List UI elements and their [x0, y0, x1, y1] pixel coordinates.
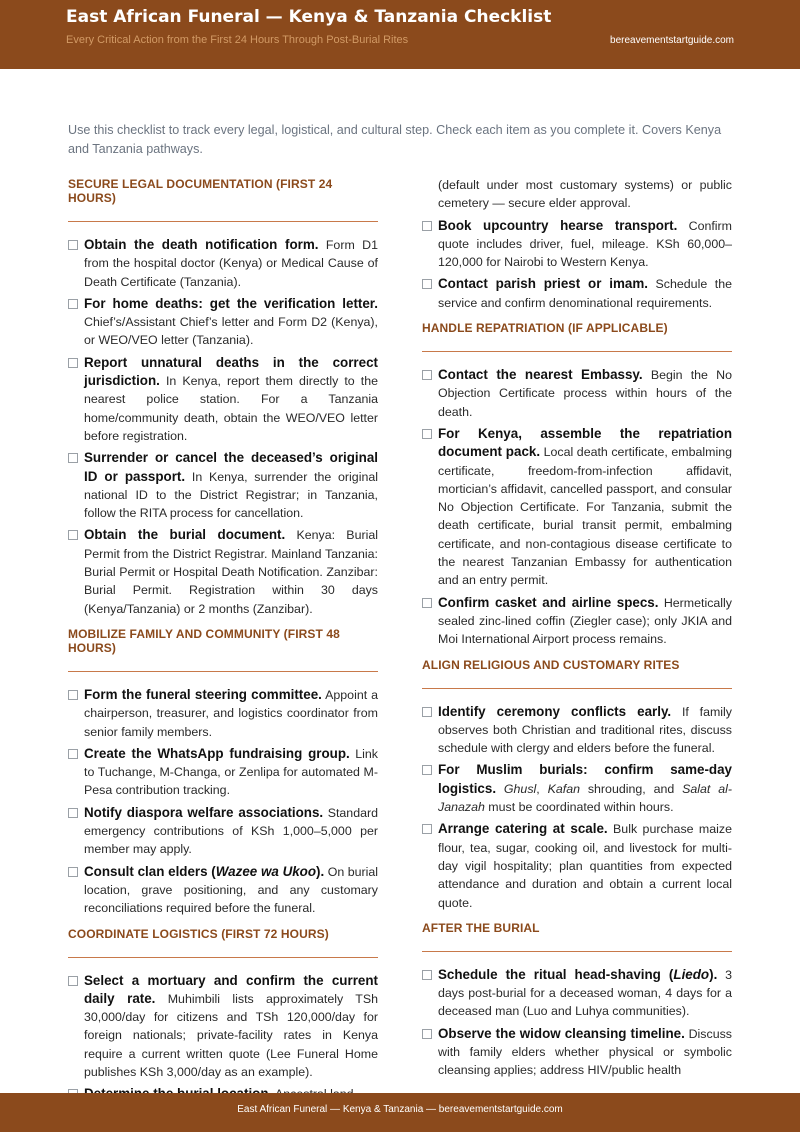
item-body: Standard emergency contributions of KSh 1,000–5,000 per member may apply.	[84, 805, 378, 857]
checklist-item	[422, 820, 732, 911]
checkbox[interactable]	[68, 749, 78, 759]
section-legal-documentation	[68, 176, 378, 618]
footer-text: East African Funeral — Kenya & Tanzania — bereavementstartguide.com	[237, 1104, 563, 1115]
checklist-item	[68, 354, 378, 445]
checklist-item	[422, 594, 732, 649]
left-column	[68, 176, 378, 1112]
item-lead: Obtain the death notification form.	[84, 237, 319, 252]
checkbox[interactable]	[422, 598, 432, 608]
page-header	[0, 0, 800, 69]
item-body: Hermetically sealed zinc-lined coffin (Ziegler case); only JKIA and Moi International Airport process remains.	[438, 595, 732, 647]
checkbox[interactable]	[68, 976, 78, 986]
item-lead: Form the funeral steering committee.	[84, 686, 322, 702]
item-body: Confirm quote includes driver, fuel, mileage. KSh 60,000–120,000 for Nairobi to Western Kenya.	[438, 218, 732, 270]
checkbox[interactable]	[68, 867, 78, 877]
item-lead: Select a mortuary and confirm the current daily rate.	[84, 972, 378, 1006]
term-kafan: Kafan	[547, 781, 580, 796]
item-lead: Contact the nearest Embassy.	[438, 367, 643, 383]
item-lead: Obtain the burial document.	[84, 527, 286, 543]
item-body: Appoint a chairperson, treasurer, and logistics coordinator from senior family members.	[84, 687, 378, 739]
section-title: AFTER THE BURIAL	[422, 920, 540, 935]
item-body: Kenya: Burial Permit from the District Registrar. Mainland Tanzania: Burial Permit or Hospital Death Notification. Zanzibar: Burial Permit. Registration within 30 days (Kenya/Tanzania) or 2 months (Zanzibar).	[84, 528, 378, 616]
checkbox[interactable]	[422, 970, 432, 980]
section-title: HANDLE REPATRIATION (IF APPLICABLE)	[422, 321, 668, 336]
lead-emphasis: Wazee wa Ukoo	[215, 863, 317, 879]
checklist-item	[68, 526, 378, 617]
item-body: In Kenya, report them directly to the nearest police station. For a Tanzania home/community death, obtain the WEO/VEO letter before registration.	[84, 374, 378, 443]
section-title: MOBILIZE FAMILY AND COMMUNITY (FIRST 48 HOURS)	[68, 626, 340, 655]
checklist-item	[422, 1025, 732, 1080]
checklist-item	[68, 745, 378, 800]
site-url[interactable]: bereavementstartguide.com	[610, 35, 734, 46]
item-body: Begin the No Objection Certificate process within hours of the death.	[438, 368, 732, 419]
intro-text: Use this checklist to track every legal, logistical, and cultural step. Check each item as you complete it. Covers Kenya and Tanzania pathways.	[68, 123, 722, 156]
item-body: On burial location, grave positioning, and any customary reconciliations required before the funeral.	[84, 864, 379, 916]
item-body: Form D1 from the hospital doctor (Kenya) or Medical Cause of Death Certificate (Tanzania).	[84, 238, 378, 289]
lead-suffix: ).	[709, 966, 718, 982]
checklist-item	[422, 966, 732, 1021]
item-lead: For Kenya, assemble the repatriation document pack.	[438, 425, 732, 460]
checkbox[interactable]	[422, 370, 432, 380]
checkbox[interactable]	[68, 690, 78, 700]
section-divider	[68, 671, 378, 672]
checklist-item	[422, 425, 732, 590]
item-lead: For home deaths: get the verification letter.	[84, 295, 378, 311]
separator: ,	[536, 781, 548, 796]
section-mobilize-family	[68, 626, 378, 918]
item-lead: Surrender or cancel the deceased’s original ID or passport.	[84, 450, 378, 484]
term-ghusl: Ghusl	[503, 781, 537, 796]
item-body: Muhimbili lists approximately TSh 30,000/day for citizens and TSh 120,000/day for foreign nationals; private-facility rates in Kenya require a current written quote (Lee Funeral Home publishes KSh 3,000/day as an example).	[84, 991, 378, 1079]
lead-suffix: ).	[316, 863, 325, 879]
section-religious-rites	[422, 657, 732, 912]
checklist-item	[422, 761, 732, 816]
checklist-item	[68, 804, 378, 859]
item-body: Link to Tuchange, M-Changa, or Zenlipa for automated M-Pesa contribution tracking.	[84, 746, 378, 798]
item-lead: Identify ceremony conflicts early.	[438, 703, 672, 719]
section-divider	[68, 221, 378, 222]
checklist-item	[422, 703, 732, 758]
item-lead: Confirm casket and airline specs.	[438, 594, 659, 610]
item-lead: For Muslim burials: confirm same-day logistics.	[438, 762, 732, 796]
lead-emphasis: Liedo	[673, 966, 710, 982]
item-lead: Notify diaspora welfare associations.	[84, 804, 324, 820]
checkbox[interactable]	[422, 429, 432, 439]
term-salat-al-janazah: Salat al-Janazah	[438, 781, 732, 815]
item-body: Local death certificate, embalming certificate, freedom-from-infection affidavit, mortician’s affidavit, cancelled passport, and consular No Objection Certificate. For Tanzania, submit the death certificate, burial transit permit, embalming certificate, and non-contagious disease certificate to the nearest Tanzanian Embassy for authentication and an entry permit.	[438, 445, 732, 588]
section-divider	[68, 957, 378, 958]
checkbox[interactable]	[422, 765, 432, 775]
section-divider	[422, 951, 732, 952]
checkbox[interactable]	[68, 240, 78, 250]
item-lead: Book upcountry hearse transport.	[438, 217, 678, 233]
section-after-burial	[422, 920, 732, 1080]
section-title: ALIGN RELIGIOUS AND CUSTOMARY RITES	[422, 657, 680, 672]
checkbox[interactable]	[422, 221, 432, 231]
section-divider	[422, 351, 732, 352]
checklist-item	[68, 686, 378, 741]
page-footer	[0, 1093, 800, 1132]
item-body: Schedule the service and confirm denominational requirements.	[438, 277, 733, 310]
section-coordinate-logistics-continued	[422, 176, 732, 312]
section-repatriation	[422, 320, 732, 648]
item-body: If family observes both Christian and traditional rites, discuss schedule with clergy and elders before the funeral.	[438, 704, 732, 756]
document-subtitle: Every Critical Action from the First 24 Hours Through Post-Burial Rites	[66, 34, 409, 46]
lead-prefix: Consult clan elders (	[84, 863, 216, 879]
section-title: COORDINATE LOGISTICS (FIRST 72 HOURS)	[68, 926, 329, 941]
checklist-item	[68, 972, 378, 1082]
item-body: 3 days post-burial for a deceased woman, 4 days for a deceased man (Luo and Luhya communities).	[438, 967, 732, 1019]
item-body: In Kenya, surrender the original national ID to the District Registrar; in Tanzania, follow the RITA process for cancellation.	[84, 469, 378, 521]
item-lead: Report unnatural deaths in the correct jurisdiction.	[84, 354, 378, 389]
item-body: Chief’s/Assistant Chief’s letter and Form D2 (Kenya), or WEO/VEO letter (Tanzania).	[84, 315, 378, 348]
checklist-item	[68, 449, 378, 522]
item-lead	[84, 864, 324, 879]
checkbox[interactable]	[68, 808, 78, 818]
section-divider	[422, 688, 732, 689]
separator: shrouding, and	[579, 781, 683, 796]
right-column	[422, 176, 732, 1088]
checkbox[interactable]	[422, 1029, 432, 1039]
document-title: East African Funeral — Kenya & Tanzania Checklist	[66, 7, 552, 27]
item-lead: Arrange catering at scale.	[438, 821, 608, 837]
checklist-item	[422, 275, 732, 312]
checkbox[interactable]	[422, 707, 432, 717]
section-title: SECURE LEGAL DOCUMENTATION (FIRST 24 HOURS)	[68, 177, 333, 205]
checklist-item	[422, 366, 732, 421]
item-lead	[438, 967, 717, 982]
checkbox[interactable]	[68, 453, 78, 463]
checkbox[interactable]	[68, 358, 78, 368]
item-body: Bulk purchase maize flour, tea, sugar, cooking oil, and livestock for multi-day vigil hospitality; plan quantities from expected attendance and duration and obtain a current local quote.	[438, 822, 732, 910]
item-continuation: (default under most customary systems) or public cemetery — secure elder approval.	[438, 178, 732, 211]
checklist-item	[68, 295, 378, 350]
checkbox[interactable]	[422, 279, 432, 289]
item-lead: Create the WhatsApp fundraising group.	[84, 745, 350, 761]
checklist-item	[68, 863, 378, 918]
section-coordinate-logistics	[68, 926, 378, 1104]
checkbox[interactable]	[68, 299, 78, 309]
item-lead: Contact parish priest or imam.	[438, 276, 648, 292]
lead-prefix: Schedule the ritual head-shaving (	[438, 966, 674, 982]
checkbox[interactable]	[422, 824, 432, 834]
checklist-item	[68, 236, 378, 291]
item-body: Discuss with family elders whether physical or symbolic cleansing applies; address HIV/public health	[438, 1026, 732, 1078]
checkbox[interactable]	[68, 530, 78, 540]
checklist-item	[422, 217, 732, 272]
item-tail: must be coordinated within hours.	[484, 800, 674, 815]
item-lead: Observe the widow cleansing timeline.	[438, 1025, 685, 1041]
